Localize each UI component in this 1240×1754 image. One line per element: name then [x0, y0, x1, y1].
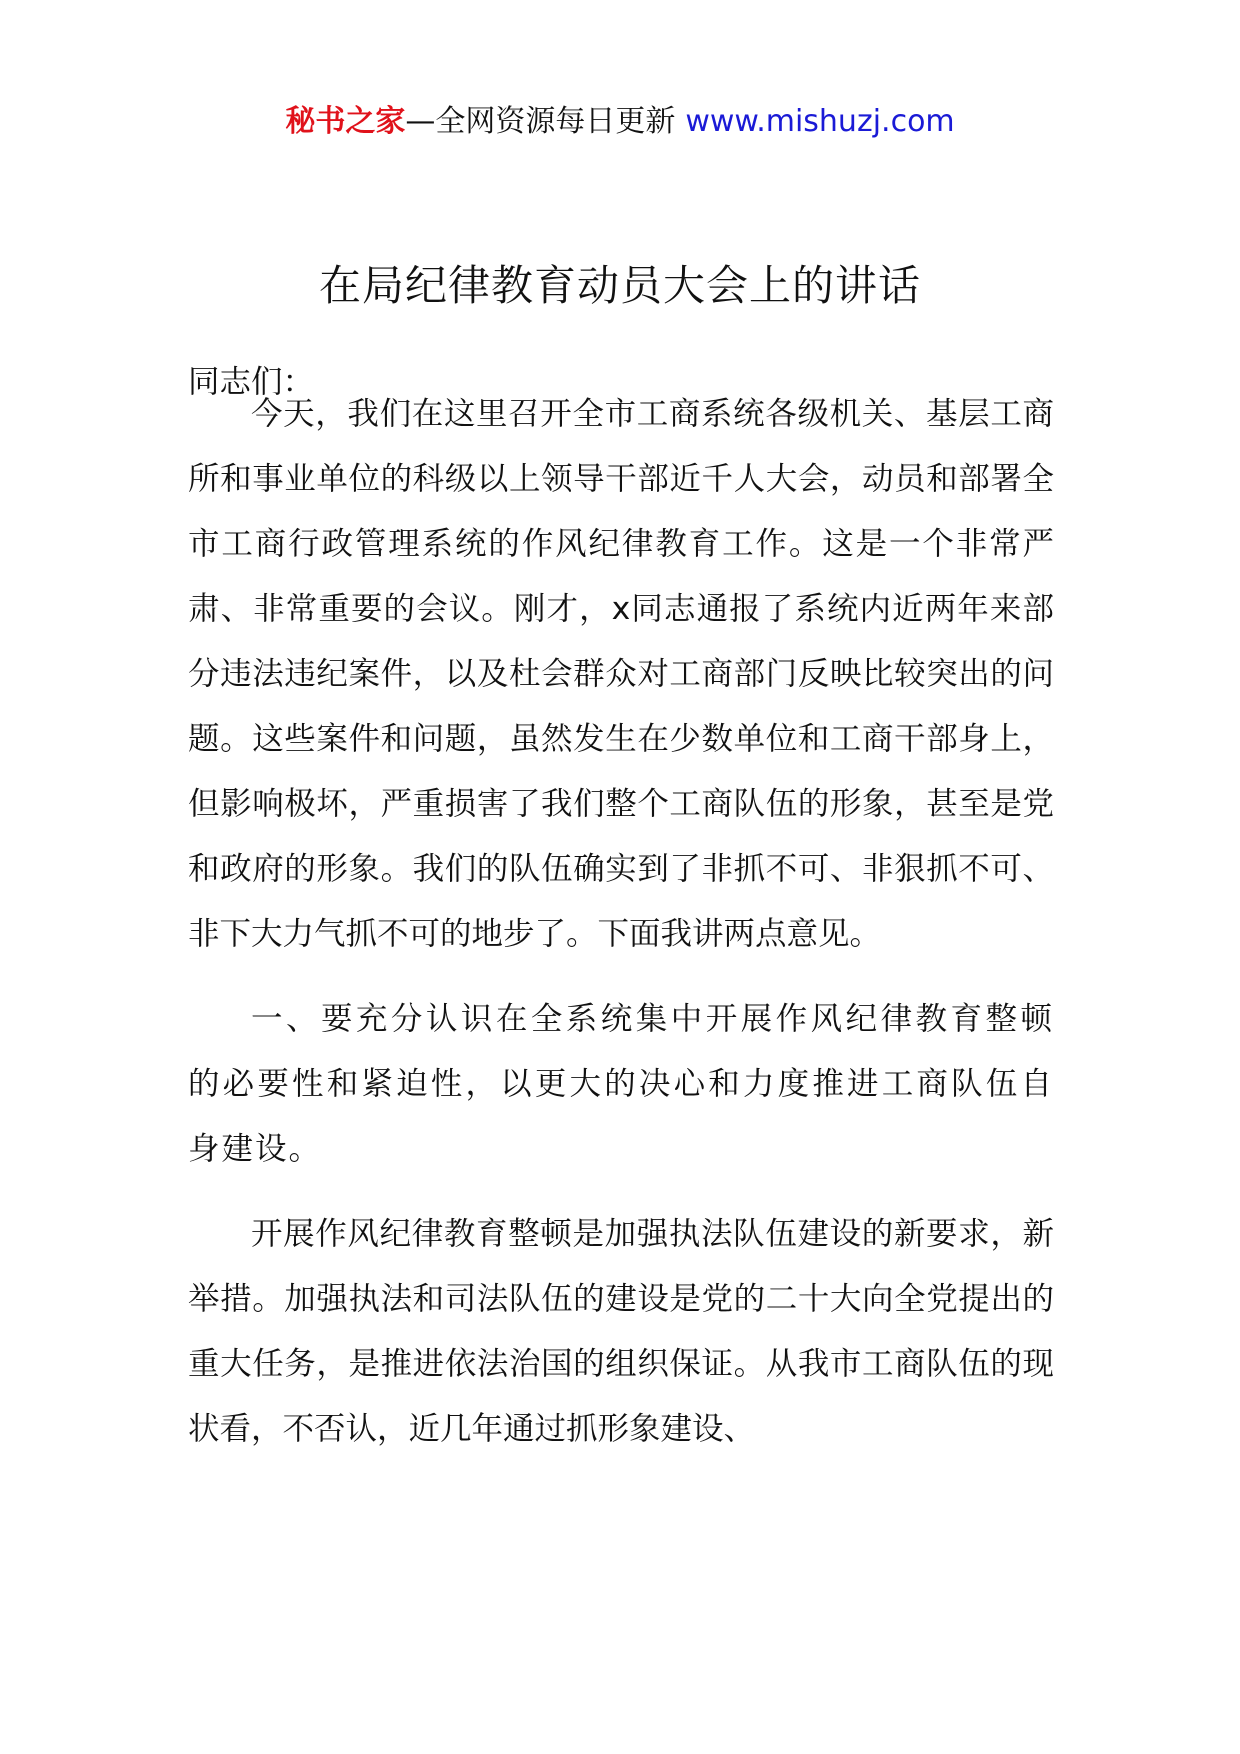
site-header: [0, 102, 1240, 142]
site-url-link[interactable]: www.mishuzj.com: [685, 104, 955, 139]
section-heading-1: 一、要充分认识在全系统集中开展作风纪律教育整顿的必要性和紧迫性，以更大的决心和力度推进工商队伍自身建设。: [188, 1001, 1054, 1167]
document-body: [188, 382, 1054, 1482]
salutation: 同志们：: [188, 364, 315, 400]
paragraph-intro: 今天，我们在这里召开全市工商系统各级机关、基层工商所和事业单位的科级以上领导干部近千人大会，动员和部署全市工商行政管理系统的作风纪律教育工作。这是一个非常严肃、非常重要的会议。刚才，x同志通报了系统内近两年来部分违法违纪案件，以及杜会群众对工商部门反映比较突出的问题。这些案件和问题，虽然发生在少数单位和工商干部身上，但影响极坏，严重损害了我们整个工商队伍的形象，甚至是党和政府的形象。我们的队伍确实到了非抓不可、非狠抓不可、非下大力气抓不可的地步了。下面我讲两点意见。: [188, 396, 1054, 952]
document-title: 在局纪律教育动员大会上的讲话: [318, 261, 921, 310]
paragraph-section-1: 开展作风纪律教育整顿是加强执法队伍建设的新要求，新举措。加强执法和司法队伍的建设是党的二十大向全党提出的重大任务，是推进依法治国的组织保证。从我市工商队伍的现状看，不否认，近几年通过抓形象建设、: [188, 1216, 1054, 1447]
brand-name: 秘书之家: [285, 104, 406, 139]
header-slogan: —全网资源每日更新: [405, 104, 676, 139]
